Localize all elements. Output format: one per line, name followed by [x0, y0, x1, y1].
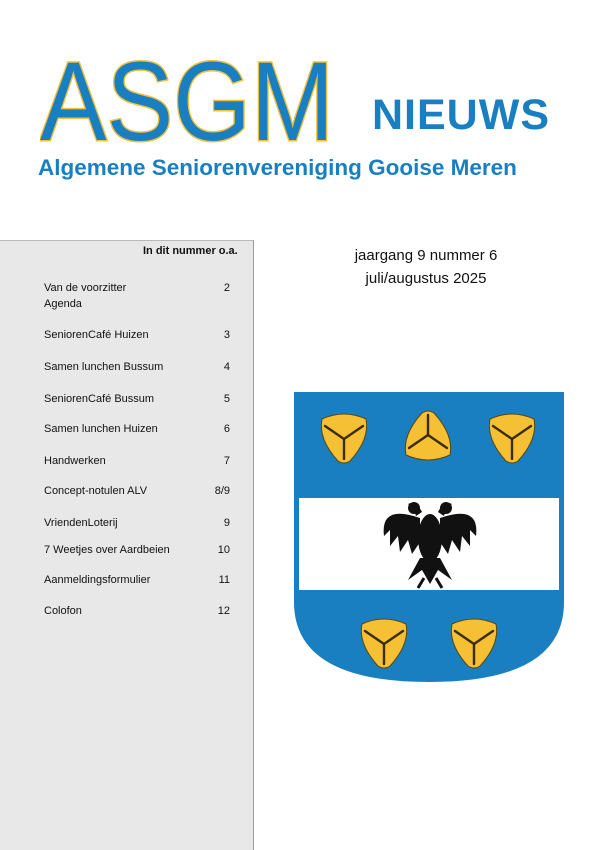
toc-item-page: 3 [223, 329, 230, 341]
toc-item-page: 8/9 [214, 485, 230, 497]
table-of-contents [0, 240, 254, 850]
toc-item-label: SeniorenCafé Huizen [44, 329, 149, 341]
toc-item-page: 5 [223, 393, 230, 405]
toc-item-page: 2 [223, 282, 230, 294]
logo-text: ASGM [40, 39, 334, 162]
toc-item-page: 9 [223, 517, 230, 529]
coat-of-arms-icon [294, 392, 564, 682]
association-name: Algemene Seniorenvereniging Gooise Meren [38, 155, 517, 180]
toc-item-page: 6 [223, 423, 230, 435]
nieuws-title: NIEUWS [372, 91, 550, 139]
toc-item-label: Van de voorzitter Agenda [44, 282, 127, 310]
toc-item-page: 11 [218, 574, 230, 586]
toc-item-label: Aanmeldingsformulier [44, 574, 151, 586]
issue-info [340, 244, 512, 290]
toc-item-label: Handwerken [44, 455, 106, 467]
issue-volume: jaargang 9 nummer 6 [354, 247, 498, 264]
asgm-logo [40, 22, 340, 162]
toc-item-label: SeniorenCafé Bussum [44, 393, 155, 405]
toc-item-page: 10 [217, 544, 230, 556]
toc-item-label: Samen lunchen Bussum [44, 361, 164, 373]
toc-item-page: 7 [223, 455, 230, 467]
toc-item-label: 7 Weetjes over Aardbeien [44, 544, 170, 556]
toc-item-label: VriendenLoterij [44, 517, 118, 529]
toc-heading: In dit nummer o.a. [143, 245, 238, 257]
toc-item-page: 12 [217, 605, 230, 617]
issue-date: juli/augustus 2025 [365, 270, 487, 287]
toc-item-label: Colofon [44, 605, 82, 617]
toc-item-page: 4 [223, 361, 230, 373]
toc-item-label: Concept-notulen ALV [44, 485, 148, 497]
toc-item-label: Samen lunchen Huizen [44, 423, 158, 435]
